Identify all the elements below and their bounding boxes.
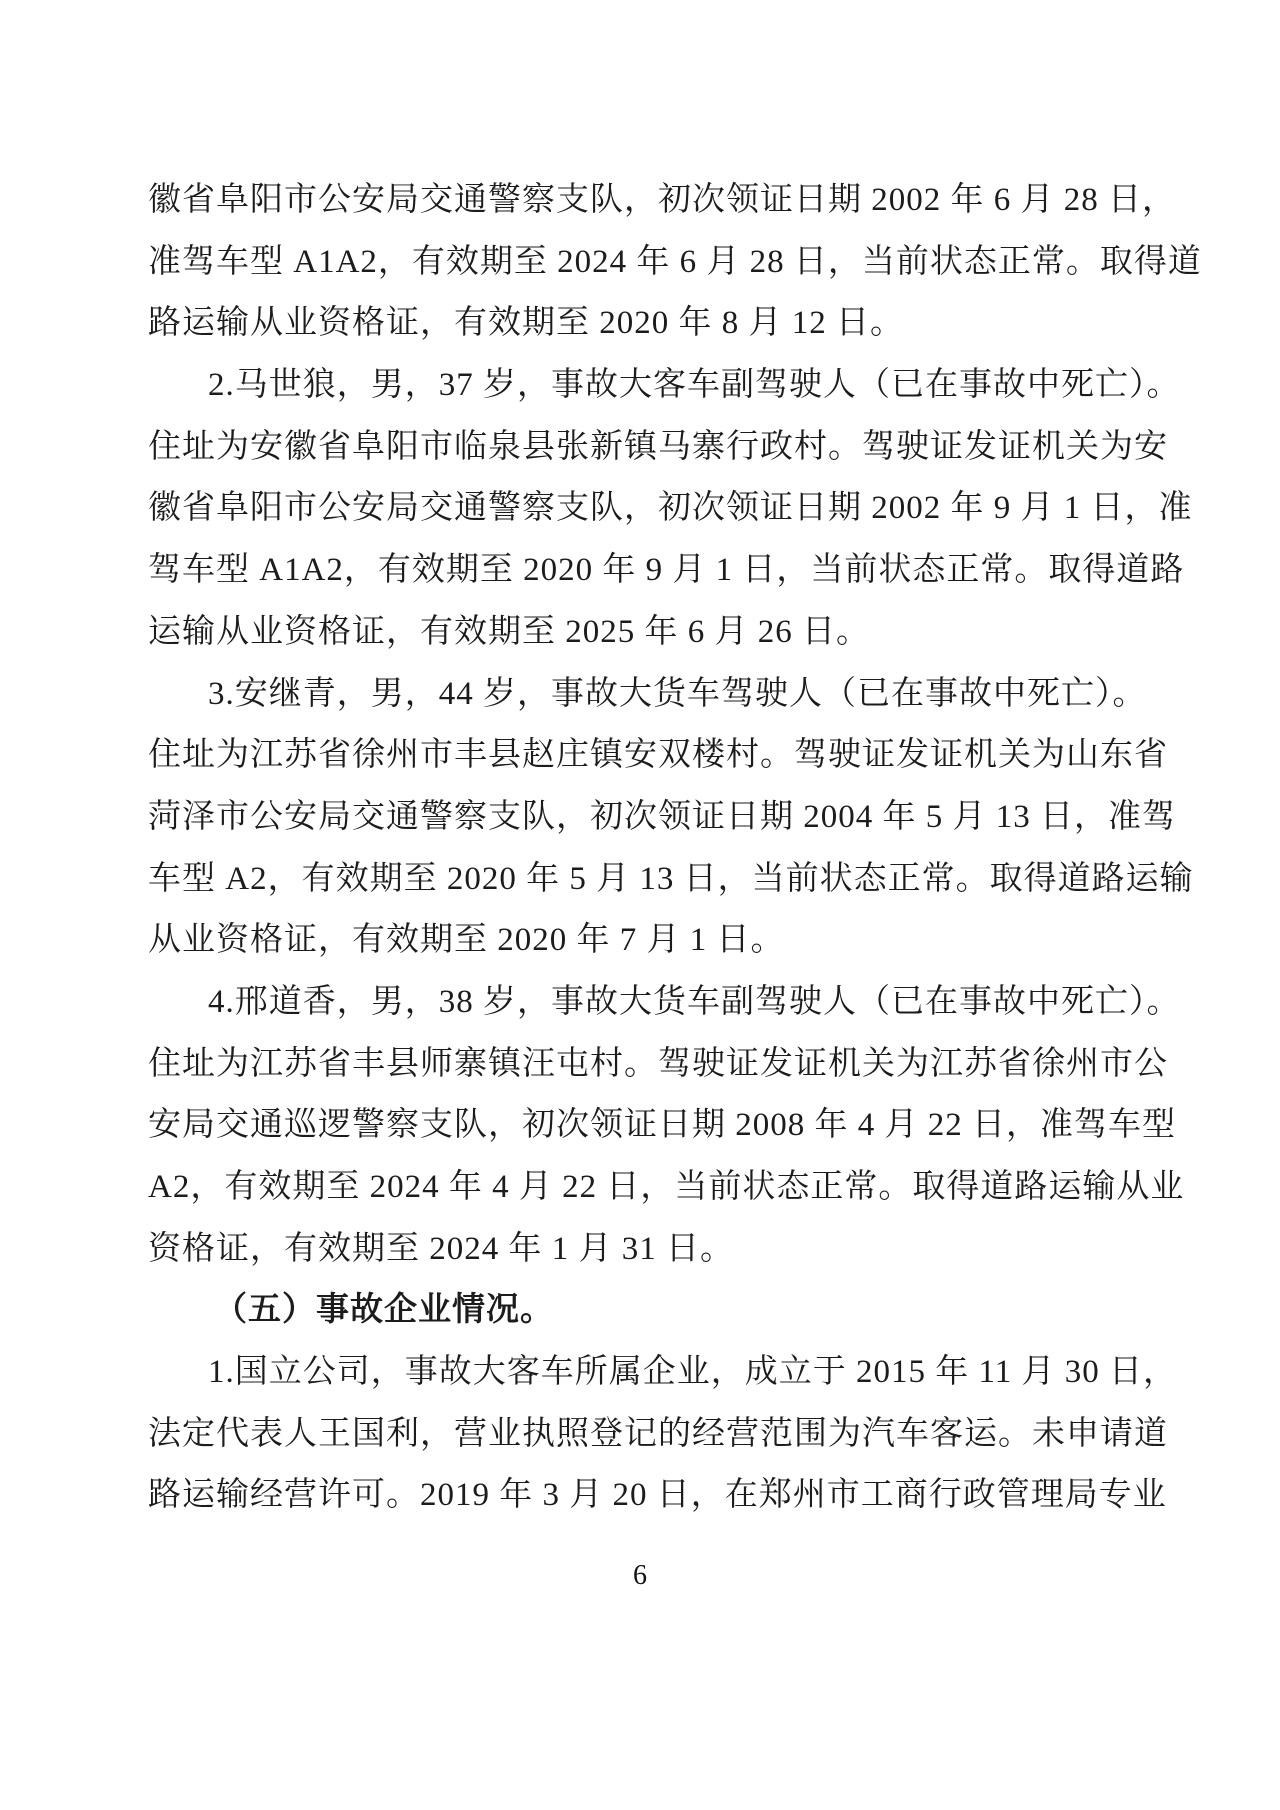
page-number: 6 — [633, 1560, 647, 1591]
text-line: 路运输从业资格证，有效期至 2020 年 8 月 12 日。 — [148, 305, 904, 342]
section-heading: （五）事故企业情况。 — [214, 1292, 554, 1329]
text-line: 车型 A2，有效期至 2020 年 5 月 13 日，当前状态正常。取得道路运输 — [148, 860, 1194, 897]
text-line: 准驾车型 A1A2，有效期至 2024 年 6 月 28 日，当前状态正常。取得道 — [148, 243, 1202, 280]
document-body — [148, 170, 1202, 1527]
text-line: 从业资格证，有效期至 2020 年 7 月 1 日。 — [148, 922, 785, 959]
text-line: 驾车型 A1A2，有效期至 2020 年 9 月 1 日，当前状态正常。取得道路 — [148, 552, 1185, 589]
text-line: 路运输经营许可。2019 年 3 月 20 日，在郑州市工商行政管理局专业 — [148, 1477, 1167, 1514]
paragraph-start-line: 2.马世狼，男，37 岁，事故大客车副驾驶人（已在事故中死亡）。 — [208, 367, 1181, 404]
text-line: A2，有效期至 2024 年 4 月 22 日，当前状态正常。取得道路运输从业 — [148, 1169, 1185, 1205]
text-line: 住址为安徽省阜阳市临泉县张新镇马寨行政村。驾驶证发证机关为安 — [148, 428, 1168, 465]
paragraph-start-line: 4.邢道香，男，38 岁，事故大货车副驾驶人（已在事故中死亡）。 — [208, 983, 1181, 1020]
text-line: 资格证，有效期至 2024 年 1 月 31 日。 — [148, 1230, 734, 1267]
text-line: 菏泽市公安局交通警察支队，初次领证日期 2004 年 5 月 13 日，准驾 — [148, 798, 1176, 835]
text-line: 安局交通巡逻警察支队，初次领证日期 2008 年 4 月 22 日，准驾车型 — [148, 1107, 1176, 1144]
text-line: 住址为江苏省丰县师寨镇汪屯村。驾驶证发证机关为江苏省徐州市公 — [148, 1045, 1168, 1082]
paragraph-start-line: 1.国立公司，事故大客车所属企业，成立于 2015 年 11 月 30 日， — [208, 1354, 1178, 1391]
text-line: 徽省阜阳市公安局交通警察支队，初次领证日期 2002 年 6 月 28 日， — [148, 182, 1176, 218]
text-line: 运输从业资格证，有效期至 2025 年 6 月 26 日。 — [148, 613, 870, 650]
text-line: 徽省阜阳市公安局交通警察支队，初次领证日期 2002 年 9 月 1 日，准 — [148, 490, 1193, 527]
text-line: 住址为江苏省徐州市丰县赵庄镇安双楼村。驾驶证发证机关为山东省 — [148, 737, 1168, 774]
paragraph-start-line: 3.安继青，男，44 岁，事故大货车驾驶人（已在事故中死亡）。 — [208, 675, 1147, 712]
text-line: 法定代表人王国利，营业执照登记的经营范围为汽车客运。未申请道 — [148, 1415, 1168, 1452]
